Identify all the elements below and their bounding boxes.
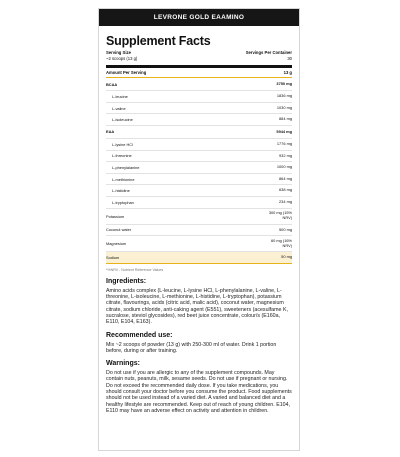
facts-row [106, 91, 292, 103]
nutrient-name: L-isoleucine [112, 117, 133, 123]
nutrient-name: L-leucine [112, 93, 128, 99]
nutrient-value: 1776 mg [276, 140, 292, 146]
facts-row [106, 209, 292, 225]
nutrient-name: L-methionine [112, 176, 135, 182]
facts-row [106, 162, 292, 174]
nutrient-value: 5944 mg [276, 128, 292, 134]
nutrient-value: 932 mg [279, 152, 292, 158]
warnings-text: Do not use if you are allergic to any of the supplement compounds. May contain nuts, peanuts, milk, sesame seeds. Do not use if pregnant or nursing. Do not exceed the recommended daily dose. If you take medications, you should consult your doctor before you consume the product. Food supplements should not be used instead of a varied diet. A varied and balanced diet and a healthy lifestyle are recommended. Keep out of reach of young children. E104, E110 may have an adverse effect on activity and attention in children. [106, 370, 292, 414]
facts-row [106, 174, 292, 186]
facts-row [106, 126, 292, 139]
ingredients-section [106, 278, 292, 326]
nutrient-name: L-histidine [112, 188, 130, 194]
recommended-use-heading: Recommended use: [106, 331, 173, 339]
nutrient-value: 638 mg [279, 187, 292, 193]
nutrient-name: L-phenylalanine [112, 164, 140, 170]
nutrient-name: L-lysine HCl [112, 141, 133, 147]
supplement-facts-title: Supplement Facts [106, 34, 211, 48]
product-label-card [98, 8, 300, 451]
nutrient-name: L-tryptophan [112, 199, 134, 205]
nutrient-name: EAA [106, 129, 115, 135]
amount-per-serving-row [106, 68, 292, 78]
serving-info [106, 50, 292, 61]
serving-size-label: Serving Size [106, 50, 131, 55]
amount-per-serving-label: Amount Per Serving [106, 70, 147, 76]
nutrient-value: 60 mg (16% NRV) [271, 238, 292, 248]
facts-row [106, 78, 292, 91]
facts-row [106, 197, 292, 209]
servings-per-container-value: 30 [287, 55, 292, 61]
facts-row [106, 252, 292, 264]
nutrient-name: L-threonine [112, 153, 132, 159]
product-title: LEVRONE GOLD EAAMINO [99, 9, 299, 26]
nutrient-value: 864 mg [279, 175, 292, 181]
serving-size-value: ~2 scoops (13 g) [106, 55, 138, 61]
warnings-section [106, 360, 292, 414]
facts-row [106, 139, 292, 151]
facts-row [106, 114, 292, 126]
servings-per-container-label: Servings Per Container [245, 50, 292, 55]
nutrient-value: 300 mg (15% NRV) [268, 210, 292, 221]
ingredients-text: Amino acids complex (L-leucine, L-lysine HCl, L-phenylalanine, L-valine, L-threonine, L-isoleucine, L-methionine, L-histidine, L-tryptophan), potassium citrate, flavourings, acids (citric acid, malic acid), coconut water, magnesium citrate, sodium chloride, anti-caking agent (E551), sweeteners (acesulfame K, sucralose, steviol glycosides), red beet juice concentrate, colour/s (E160a, E110, E104, E163). [106, 287, 288, 326]
facts-row [106, 151, 292, 163]
nutrient-name: BCAA [106, 81, 118, 87]
warnings-heading: Warnings: [106, 360, 140, 368]
facts-table [106, 78, 292, 264]
amount-per-serving-value: 13 g [283, 70, 292, 76]
facts-row [106, 236, 292, 252]
nutrient-name: Coconut water [106, 227, 132, 233]
nutrient-value: 1836 mg [276, 93, 292, 99]
nutrient-name: Magnesium [106, 241, 127, 247]
nutrient-value: 1030 mg [276, 104, 292, 110]
facts-row [106, 103, 292, 115]
nutrient-value: 1000 mg [276, 164, 292, 170]
nrv-footnote: *%NRV - Nutrient Reference Values [106, 267, 164, 272]
facts-row [106, 185, 292, 197]
nutrient-name: Sodium [106, 254, 120, 260]
recommended-use-section [106, 332, 292, 355]
nutrient-value: 234 mg [279, 198, 292, 204]
nutrient-value: 884 mg [279, 116, 292, 122]
nutrient-value: 3750 mg [276, 80, 292, 86]
facts-row [106, 225, 292, 237]
ingredients-heading: Ingredients: [106, 277, 147, 285]
nutrient-value: 50 mg [281, 254, 292, 260]
nutrient-name: Potassium [106, 213, 125, 219]
nutrient-value: 500 mg [279, 226, 292, 232]
nutrient-name: L-valine [112, 105, 126, 111]
recommended-use-text: Mix ~2 scoops of powder (13 g) with 250-300 ml of water. Drink 1 portion before, during or after training. [106, 341, 277, 354]
